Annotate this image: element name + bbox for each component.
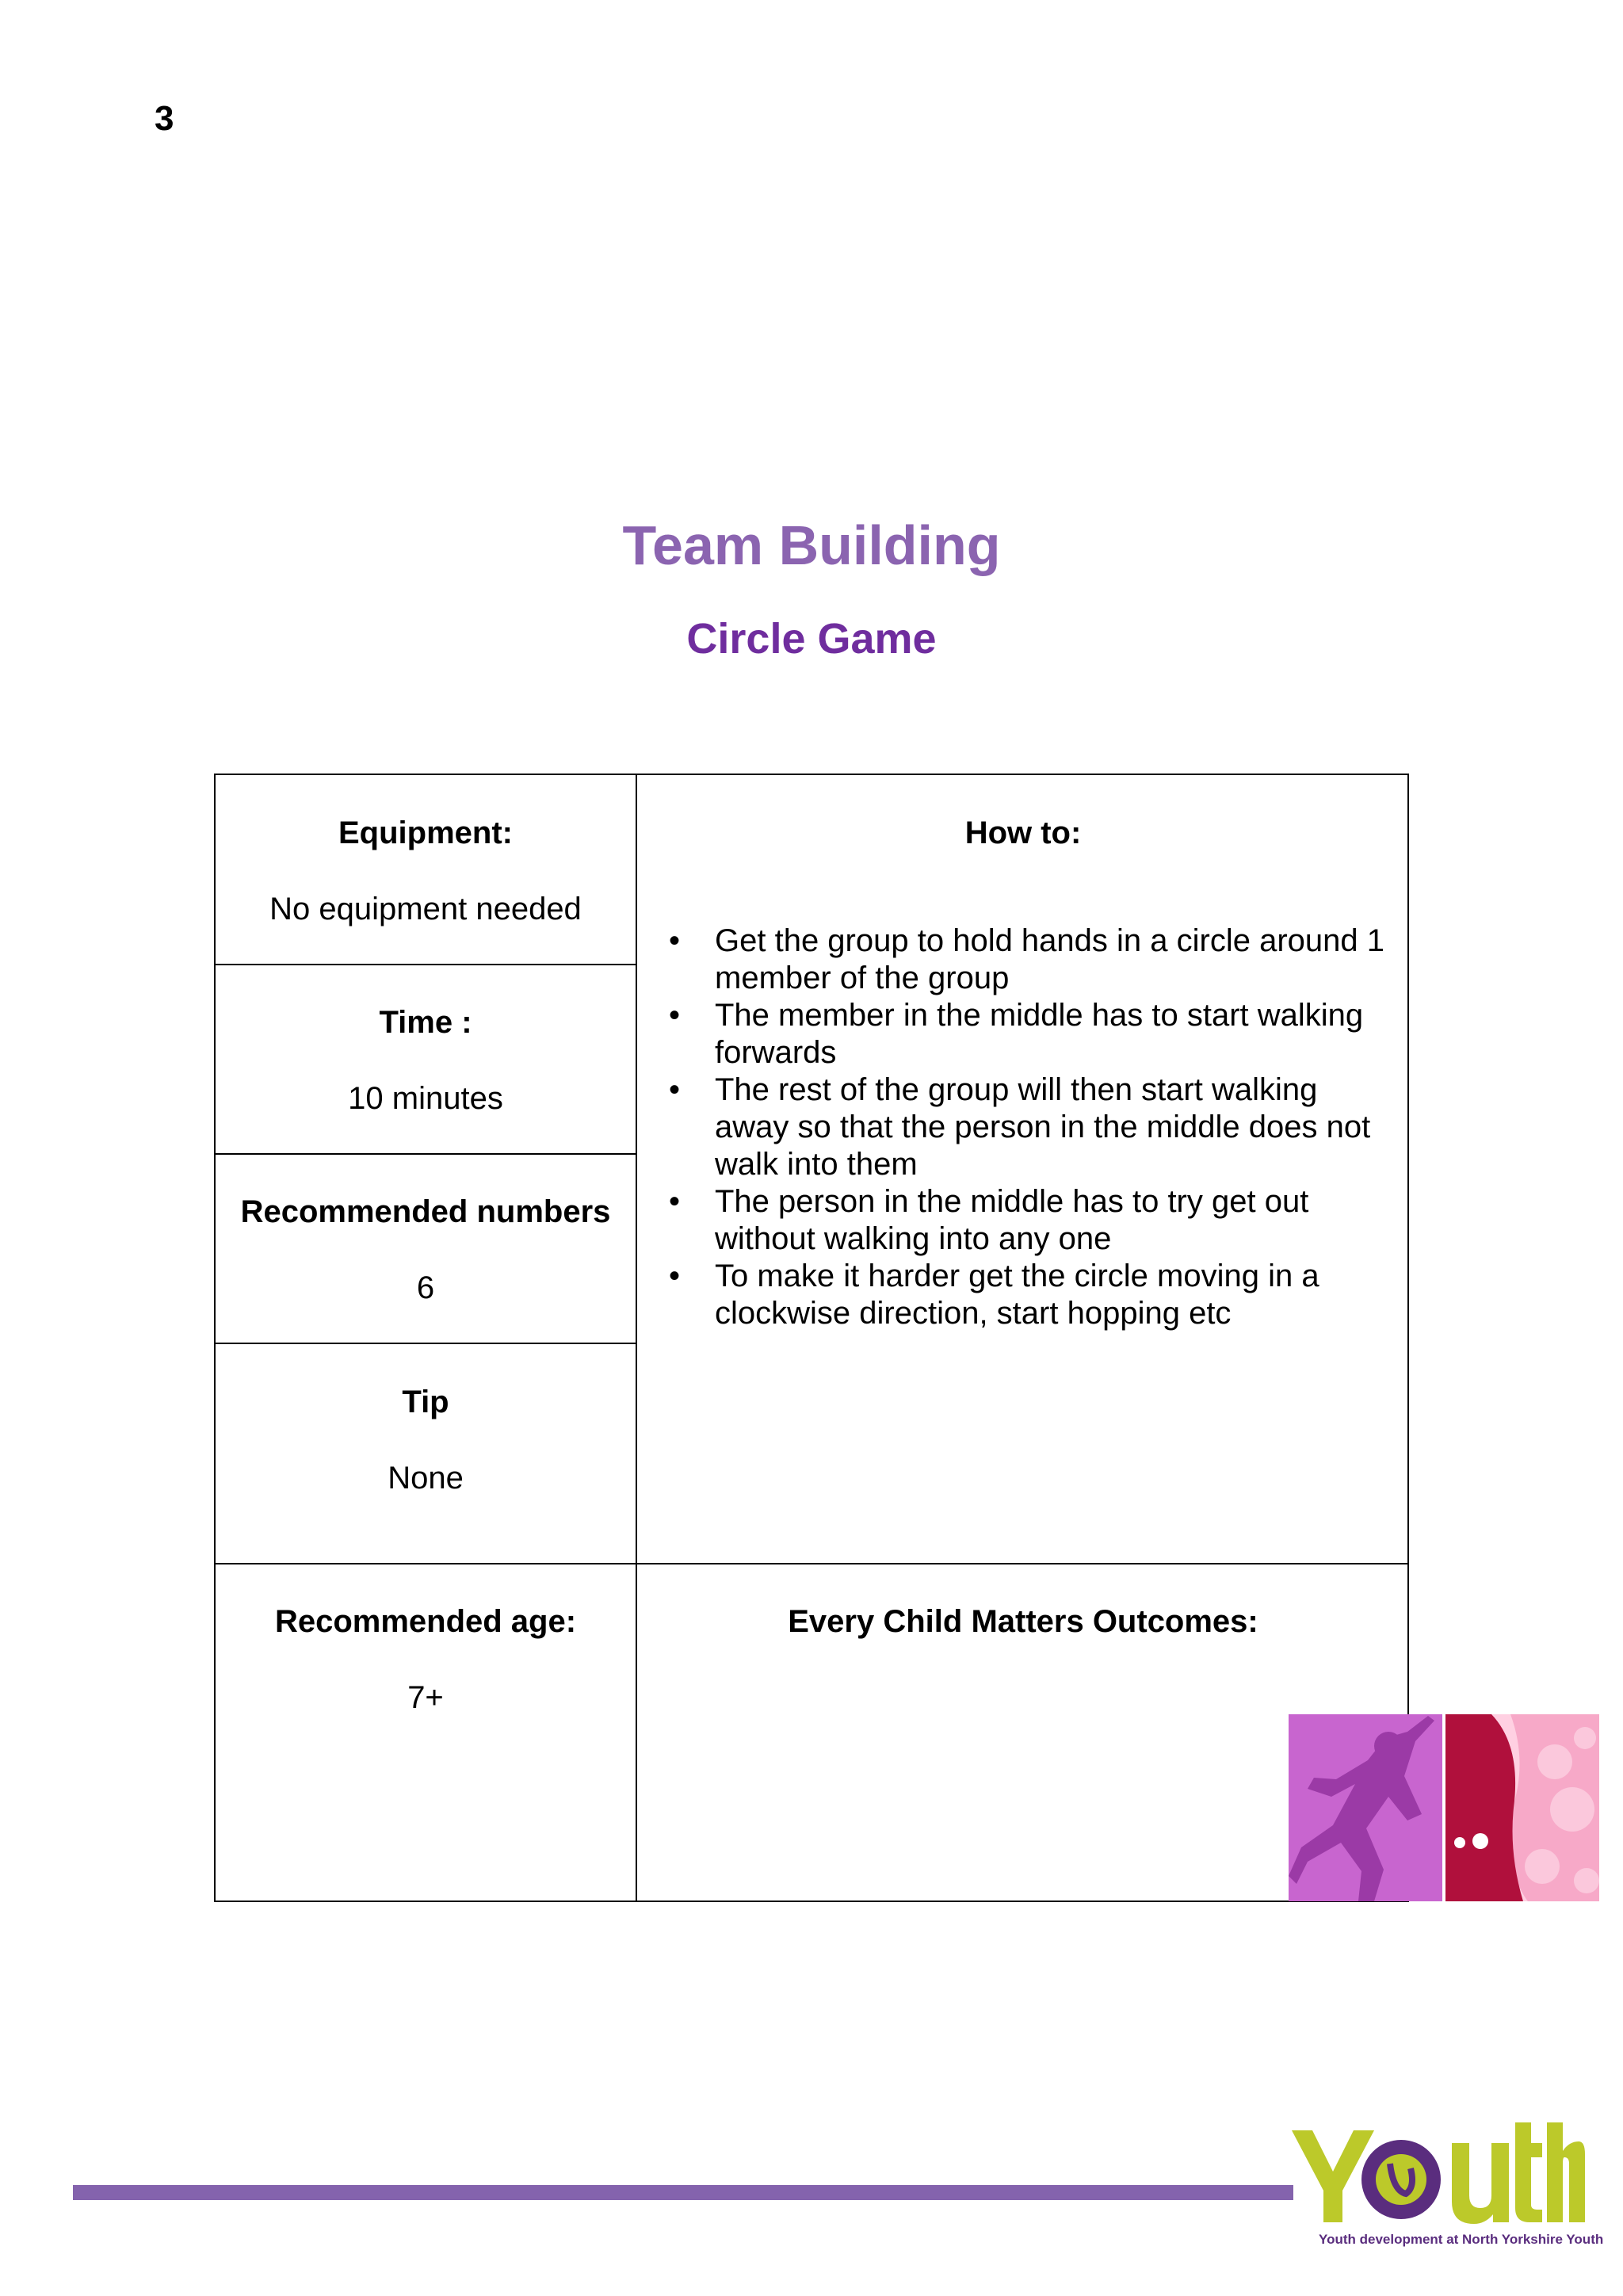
tip-value: None	[388, 1461, 464, 1496]
outcomes-label: Every Child Matters Outcomes:	[788, 1604, 1258, 1639]
page-subtitle: Circle Game	[686, 615, 937, 663]
page-title: Team Building	[622, 514, 1001, 576]
time-cell	[216, 1004, 636, 1117]
numbers-value: 6	[416, 1270, 435, 1305]
outcomes-cell	[637, 1603, 1409, 1640]
howto-step: • The person in the middle has to try get out without walking into any one	[651, 1183, 1396, 1258]
age-value: 7+	[407, 1680, 444, 1715]
tip-cell	[216, 1384, 636, 1496]
table-divider-vertical	[636, 775, 637, 1901]
howto-list	[651, 923, 1396, 1332]
table-divider	[216, 1563, 1407, 1564]
howto-step: • The rest of the group will then start walking away so that the person in the middle does not walk into them	[651, 1072, 1396, 1183]
howto-heading-cell	[637, 815, 1409, 851]
equipment-label: Equipment:	[338, 816, 513, 850]
tip-label: Tip	[402, 1385, 449, 1419]
outcome-images	[1289, 1714, 1599, 1901]
logo-tagline: Youth development at North Yorkshire Youth	[1319, 2232, 1604, 2247]
numbers-cell	[216, 1194, 636, 1306]
activity-table	[214, 774, 1409, 1902]
howto-step: • To make it harder get the circle moving in a clockwise direction, start hopping etc	[651, 1258, 1396, 1332]
equipment-cell	[216, 815, 636, 927]
youth-logo	[1292, 2122, 1604, 2257]
footer-bar	[73, 2185, 1293, 2200]
howto-label: How to:	[964, 816, 1082, 850]
howto-step: • The member in the middle has to start walking forwards	[651, 997, 1396, 1072]
page-number: 3	[155, 99, 174, 138]
outcome-image-enjoy-achieve	[1289, 1714, 1442, 1901]
outcome-image-be-healthy	[1445, 1714, 1599, 1901]
table-divider	[216, 964, 636, 965]
table-divider	[216, 1153, 636, 1155]
time-value: 10 minutes	[348, 1081, 503, 1116]
table-divider	[216, 1343, 636, 1344]
age-cell	[216, 1603, 636, 1716]
equipment-value: No equipment needed	[269, 892, 582, 926]
howto-step: • Get the group to hold hands in a circle around 1 member of the group	[651, 923, 1396, 997]
time-label: Time :	[379, 1005, 472, 1040]
numbers-label: Recommended numbers	[240, 1194, 611, 1229]
age-label: Recommended age:	[274, 1604, 577, 1639]
